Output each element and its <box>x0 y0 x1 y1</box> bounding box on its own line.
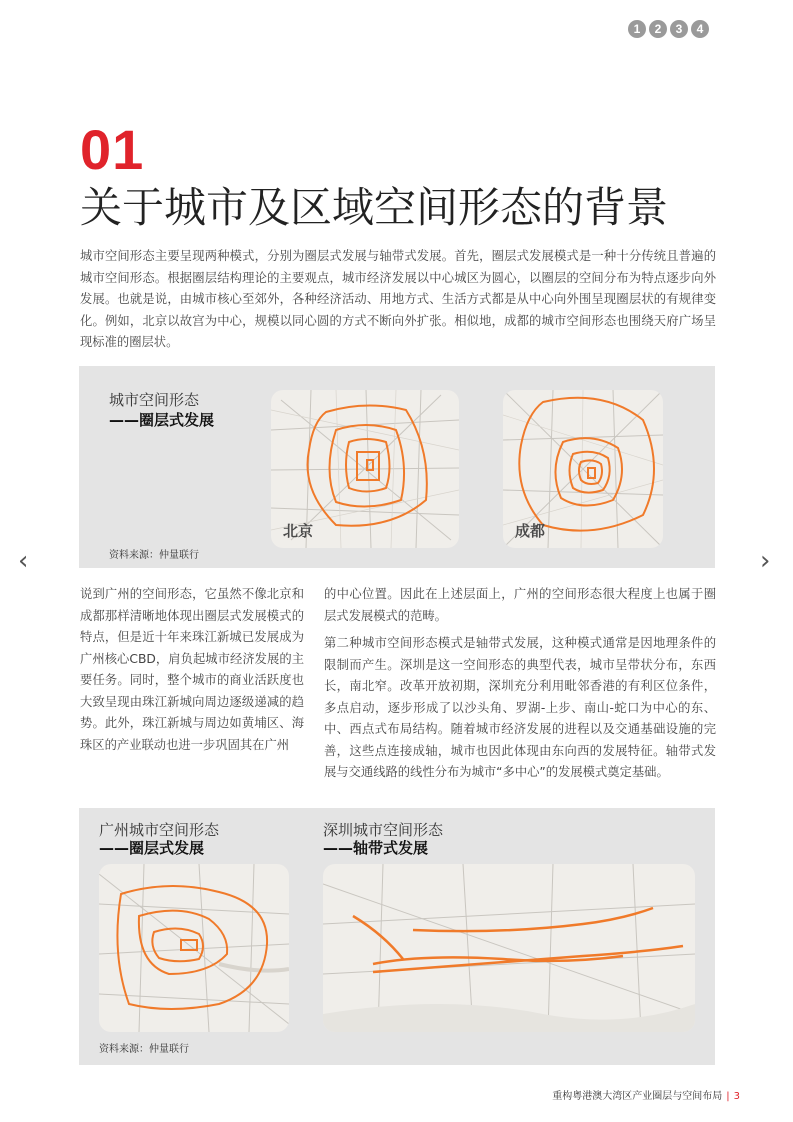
body-left-column <box>80 584 304 762</box>
page-footer <box>480 1087 740 1102</box>
guangzhou-map-graphic <box>99 864 289 1032</box>
intro-paragraph: 城市空间形态主要呈现两种模式，分别为圈层式发展与轴带式发展。首先，圈层式发展模式是一种十分传统且普遍的城市空间形态。根据圈层结构理论的主要观点，城市经济发展以中心城区为圆心，以圈层的空间分布为特点逐步向外发展。也就是说，由城市核心至郊外，各种经济活动、用地方式、生活方式都是从中心向外围呈现圈层状的有规律变化。例如，北京以故宫为中心，规模以同心圆的方式不断向外扩张。相似地，成都的城市空间形态也围绕天府广场呈现标准的圈层状。 <box>80 249 716 349</box>
page-number: 3 <box>733 1091 740 1102</box>
figure-ring-development <box>79 366 715 568</box>
beijing-map <box>271 390 459 548</box>
body-right-column <box>324 584 716 790</box>
gz-caption-subtitle: ——圈层式发展 <box>99 839 205 857</box>
prev-page-arrow[interactable]: ‹ <box>18 546 29 576</box>
gz-caption-title: 广州城市空间形态 <box>99 821 220 839</box>
footer-separator: | <box>726 1091 730 1102</box>
guangzhou-map <box>99 864 289 1032</box>
body-right-paragraph-1: 的中心位置。因此在上述层面上，广州的空间形态很大程度上也属于圈层式发展模式的范畴。 <box>324 587 716 623</box>
chapter-title: 关于城市及区域空间形态的背景 <box>80 183 669 232</box>
chapter-number: 01 <box>80 118 145 181</box>
shenzhen-map <box>323 864 695 1032</box>
figure-source: 资料来源：仲量联行 <box>109 550 199 561</box>
page-dot-2[interactable]: 2 <box>649 20 667 38</box>
figure2-source: 资料来源：仲量联行 <box>99 1044 189 1055</box>
footer-title: 重构粤港澳大湾区产业圈层与空间布局 <box>552 1091 723 1102</box>
beijing-label: 北京 <box>283 522 314 540</box>
page-dot-1[interactable]: 1 <box>628 20 646 38</box>
shenzhen-map-graphic <box>323 864 695 1032</box>
figure-guangzhou-shenzhen <box>79 808 715 1065</box>
next-page-arrow[interactable]: › <box>760 546 771 576</box>
page-dot-4[interactable]: 4 <box>691 20 709 38</box>
sz-caption-title: 深圳城市空间形态 <box>323 821 444 839</box>
chengdu-map <box>503 390 663 548</box>
body-left-paragraph: 说到广州的空间形态，它虽然不像北京和成都那样清晰地体现出圈层式发展模式的特点，但是近十年来珠江新城已发展成为广州核心CBD，肩负起城市经济发展的主要任务。同时，整个城市的商业活跃度也大致呈现由珠江新城向周边逐级递减的趋势。此外，珠江新城与周边如黄埔区、海珠区的产业联动也进一步巩固其在广州 <box>80 587 304 752</box>
figure-caption-subtitle: ——圈层式发展 <box>109 411 215 429</box>
page-indicator <box>628 20 709 38</box>
page-dot-3[interactable]: 3 <box>670 20 688 38</box>
chengdu-label: 成都 <box>515 522 546 540</box>
body-right-paragraph-2: 第二种城市空间形态模式是轴带式发展，这种模式通常是因地理条件的限制而产生。深圳是这一空间形态的典型代表，城市呈带状分布，东西长，南北窄。改革开放初期，深圳充分利用毗邻香港的有利区位条件，多点启动，逐步形成了以沙头角、罗湖-上步、南山-蛇口为中心的东、中、西点式布局结构。随着城市经济发展的进程以及交通基础设施的完善，这些点连接成轴，城市也因此体现由东向西的发展特征。轴带式发展与交通线路的线性分布为城市“多中心”的发展模式奠定基础。 <box>324 636 716 779</box>
sz-caption-subtitle: ——轴带式发展 <box>323 839 429 857</box>
figure-caption-title: 城市空间形态 <box>109 391 200 409</box>
